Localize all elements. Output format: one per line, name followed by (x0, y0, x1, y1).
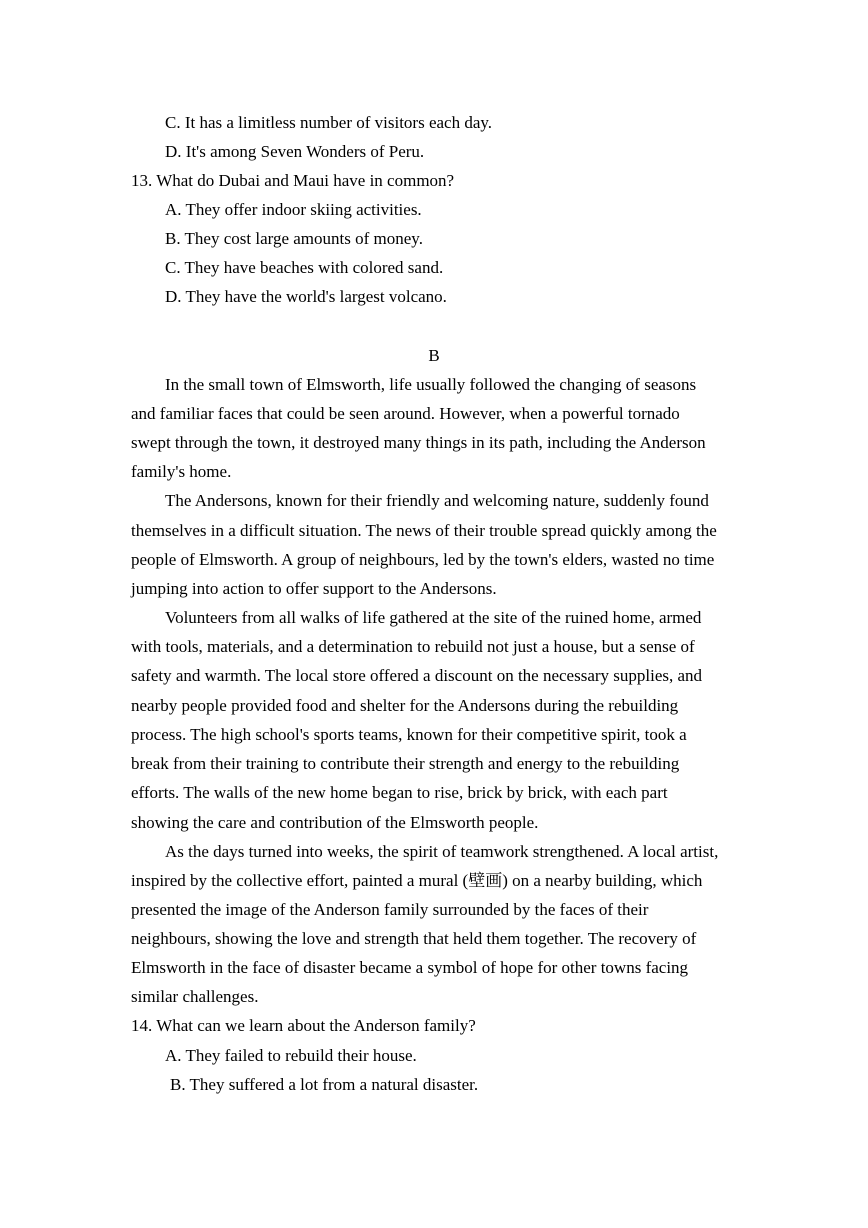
passage-line: The Andersons, known for their friendly and welcoming nature, suddenly found (165, 491, 709, 510)
passage-line: safety and warmth. The local store offered a discount on the necessary supplies, and (131, 666, 703, 685)
passage-line: jumping into action to offer support to the Andersons. (131, 579, 497, 598)
passage-line: with tools, materials, and a determination to rebuild not just a house, but a sense of (131, 637, 695, 656)
passage-line: Elmsworth in the face of disaster became a symbol of hope for other towns facing (131, 958, 689, 977)
passage-line: break from their training to contribute their strength and energy to the rebuilding (131, 754, 680, 773)
q12-option-d: D. It's among Seven Wonders of Peru. (165, 142, 425, 161)
passage-line: process. The high school's sports teams, known for their competitive spirit, took a (131, 725, 687, 744)
passage-line: neighbours, showing the love and strength that held them together. The recovery of (131, 929, 697, 948)
q13-option-b: B. They cost large amounts of money. (165, 229, 423, 248)
passage-line: people of Elmsworth. A group of neighbours, led by the town's elders, wasted no time (131, 550, 715, 569)
passage-line: presented the image of the Anderson family surrounded by the faces of their (131, 900, 649, 919)
passage-line: As the days turned into weeks, the spirit of teamwork strengthened. A local artist, (165, 842, 719, 861)
passage-line: themselves in a difficult situation. The news of their trouble spread quickly among the (131, 521, 717, 540)
q14-option-b: B. They suffered a lot from a natural disaster. (170, 1075, 479, 1094)
section-b-title: B (428, 346, 440, 365)
q13-option-d: D. They have the world's largest volcano. (165, 287, 447, 306)
passage-line: inspired by the collective effort, painted a mural (壁画) on a nearby building, which (131, 871, 703, 890)
passage-line: family's home. (131, 462, 232, 481)
passage-line: similar challenges. (131, 987, 259, 1006)
q12-option-c: C. It has a limitless number of visitors each day. (165, 113, 493, 132)
q13-option-c: C. They have beaches with colored sand. (165, 258, 444, 277)
passage-line: showing the care and contribution of the Elmsworth people. (131, 813, 539, 832)
passage-line: swept through the town, it destroyed many things in its path, including the Anderson (131, 433, 706, 452)
passage-line: nearby people provided food and shelter for the Andersons during the rebuilding (131, 696, 679, 715)
q13-question: 13. What do Dubai and Maui have in common? (131, 171, 455, 190)
passage-line: efforts. The walls of the new home began to rise, brick by brick, with each part (131, 783, 668, 802)
q14-question: 14. What can we learn about the Anderson family? (131, 1016, 476, 1035)
passage-line: In the small town of Elmsworth, life usually followed the changing of seasons (165, 375, 697, 394)
q14-option-a: A. They failed to rebuild their house. (165, 1046, 417, 1065)
passage-line: and familiar faces that could be seen around. However, when a powerful tornado (131, 404, 680, 423)
q13-option-a: A. They offer indoor skiing activities. (165, 200, 422, 219)
passage-line: Volunteers from all walks of life gathered at the site of the ruined home, armed (165, 608, 702, 627)
